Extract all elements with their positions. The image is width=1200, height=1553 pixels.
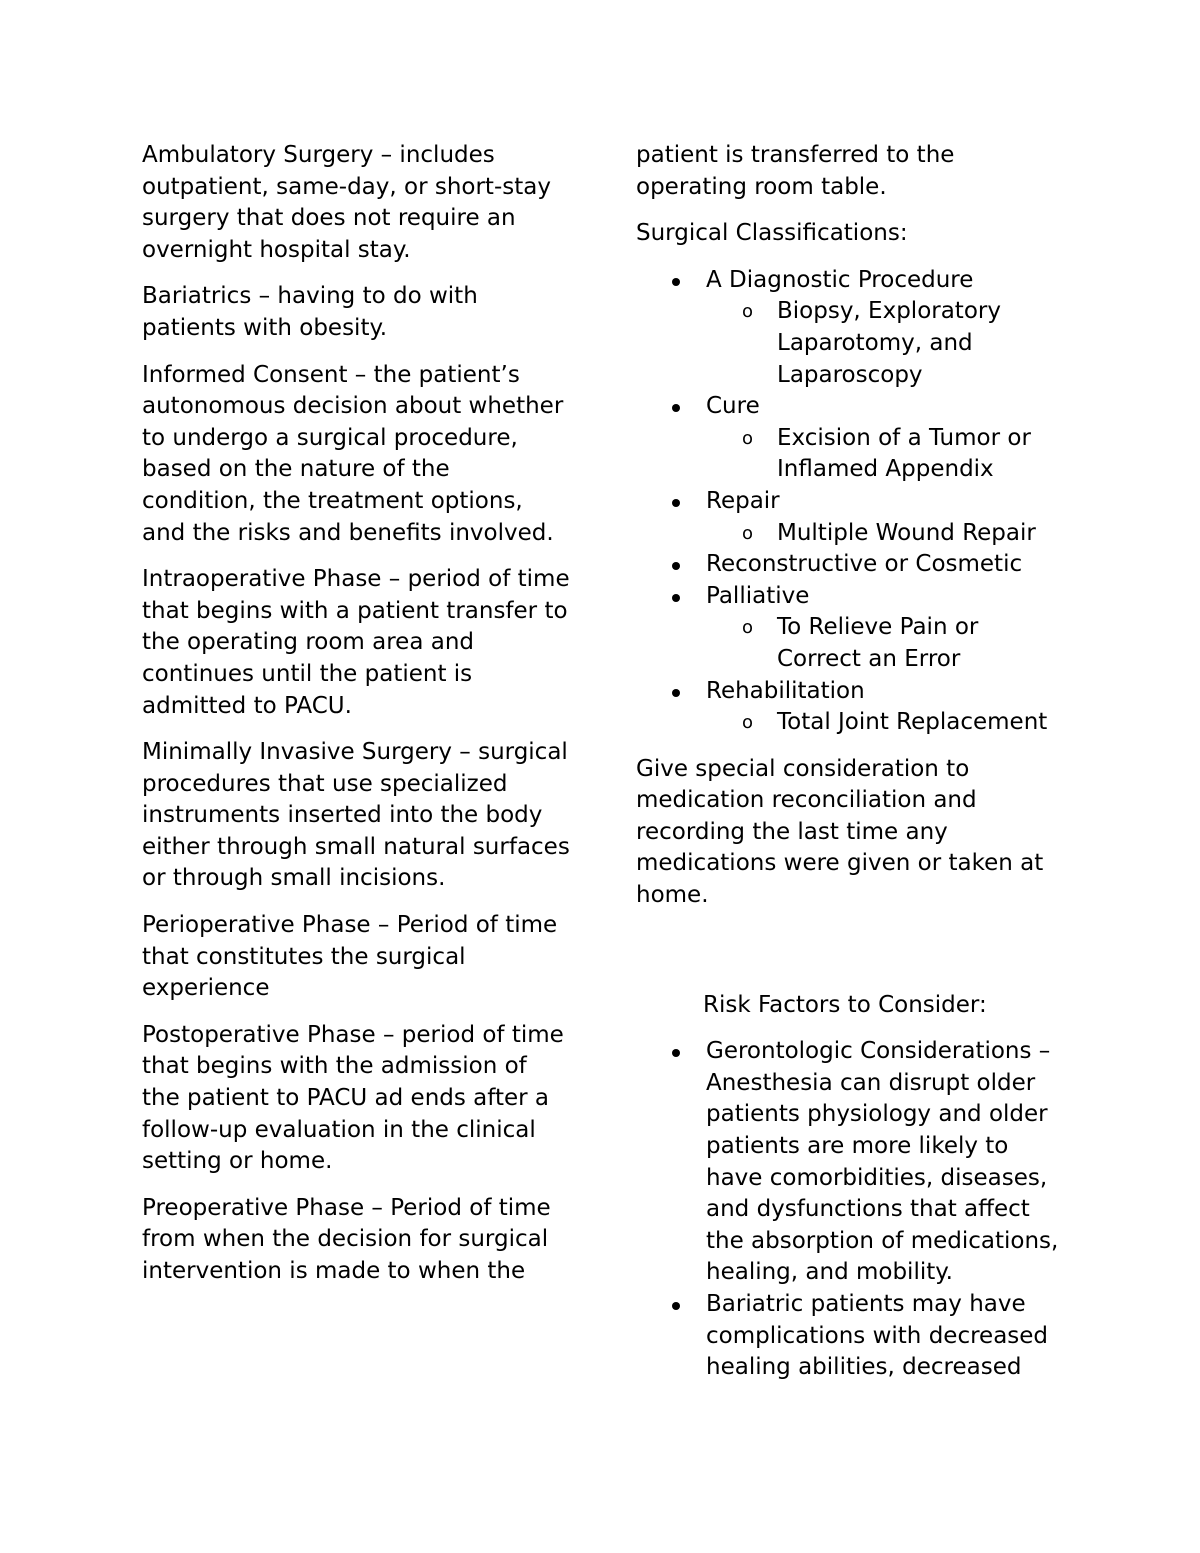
bullet-icon: [672, 562, 680, 570]
list-item: [636, 391, 1066, 486]
list-item: [636, 549, 1066, 581]
sub-list-item: [706, 707, 1066, 739]
list-item-label: Palliative: [706, 582, 810, 609]
definition-ambulatory-surgery: Ambulatory Surgery – includes outpatient, same-day, or short-stay surgery that does not require an overnight hospital stay.: [142, 142, 551, 263]
sub-list-item-label: Total Joint Replacement: [777, 709, 1048, 736]
sub-list: [706, 707, 1066, 739]
classifications-list: [636, 265, 1066, 739]
risk-factor-bariatric: Bariatric patients may have complications with decreased healing abilities, decreased: [706, 1291, 1049, 1381]
medication-note: Give special consideration to medication reconciliation and recording the last time any medications were given or taken at home.: [636, 755, 1044, 909]
bullet-icon: [672, 1302, 680, 1310]
sub-list-item-label: Excision of a Tumor or Inflamed Appendix: [777, 424, 1031, 483]
definition-bariatrics: Bariatrics – having to do with patients with obesity.: [142, 283, 478, 341]
sub-list-item-label: Multiple Wound Repair: [777, 519, 1036, 546]
risk-factor-gerontologic: Gerontologic Considerations – Anesthesia can disrupt older patients physiology and older patients are more likely to have comorbidities, diseases, and dysfunctions that affect the absorption of medications, healing, and mobility.: [706, 1038, 1059, 1286]
circle-bullet-icon: o: [742, 712, 754, 734]
list-item: [636, 1036, 1066, 1289]
definition-intraoperative-phase: Intraoperative Phase – period of time that begins with a patient transfer to the operating room area and continues until the patient is admitted to PACU.: [142, 566, 570, 719]
bullet-icon: [672, 689, 680, 697]
bullet-icon: [672, 1049, 680, 1057]
preoperative-continuation: patient is transferred to the operating room table.: [636, 142, 955, 200]
definition-preoperative-phase: Preoperative Phase – Period of time from when the decision for surgical intervention is made to when the: [142, 1194, 551, 1284]
sub-list: [706, 518, 1066, 550]
sub-list-item-label: Biopsy, Exploratory Laparotomy, and Laparoscopy: [777, 298, 1001, 388]
classifications-heading: Surgical Classifications:: [636, 220, 908, 247]
list-item-label: Cure: [706, 393, 760, 420]
list-item-label: Rehabilitation: [706, 677, 865, 704]
sub-list-item: [706, 296, 1066, 391]
risk-factors-heading: Risk Factors to Consider:: [703, 991, 987, 1018]
circle-bullet-icon: o: [742, 522, 754, 544]
right-column: [636, 140, 1066, 1399]
list-item: [636, 265, 1066, 391]
bullet-icon: [672, 278, 680, 286]
bullet-icon: [672, 404, 680, 412]
sub-list-item-label: To Relieve Pain or Correct an Error: [777, 614, 979, 672]
sub-list-item: [706, 423, 1066, 486]
sub-list: [706, 296, 1066, 391]
definition-minimally-invasive-surgery: Minimally Invasive Surgery – surgical procedures that use specialized instruments inserted into the body either through small natural surfaces or through small incisions.: [142, 739, 570, 892]
list-item-label: Reconstructive or Cosmetic: [706, 551, 1023, 578]
bullet-icon: [672, 594, 680, 602]
list-item: [636, 486, 1066, 549]
list-item: [636, 676, 1066, 739]
sub-list: [706, 423, 1066, 486]
list-item: [636, 581, 1066, 676]
circle-bullet-icon: o: [742, 617, 754, 639]
list-item: [636, 1289, 1066, 1384]
definition-informed-consent: Informed Consent – the patient’s autonomous decision about whether to undergo a surgical procedure, based on the nature of the condition, the treatment options, and the risks and benefits involved.: [142, 361, 564, 546]
bullet-icon: [672, 499, 680, 507]
sub-list-item: [706, 612, 1066, 675]
list-item-label: Repair: [706, 487, 780, 514]
list-item-label: A Diagnostic Procedure: [706, 266, 974, 293]
sub-list-item: [706, 518, 1066, 550]
circle-bullet-icon: o: [742, 301, 754, 323]
left-column: [142, 140, 570, 1303]
definition-perioperative-phase: Perioperative Phase – Period of time that constitutes the surgical experience: [142, 912, 558, 1002]
circle-bullet-icon: o: [742, 427, 754, 449]
sub-list: [706, 612, 1066, 675]
definition-postoperative-phase: Postoperative Phase – period of time that begins with the admission of the patient to PACU ad ends after a follow-up evaluation in the clinical setting or home.: [142, 1021, 564, 1175]
risk-factors-list: [636, 1036, 1066, 1384]
